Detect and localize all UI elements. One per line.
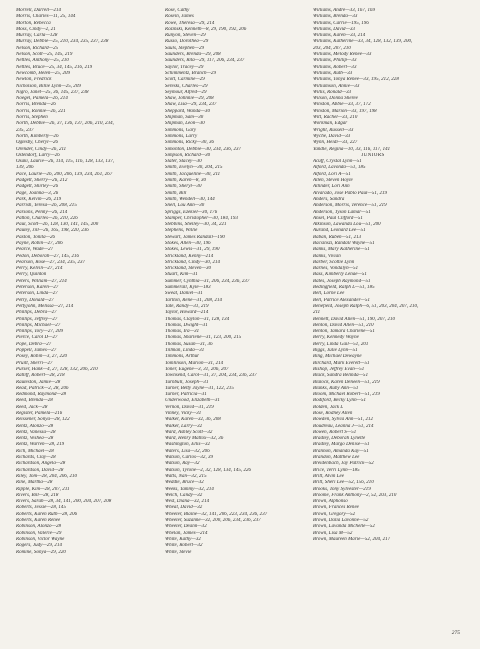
index-entry: Payne, Robin—27, 206 xyxy=(16,240,63,246)
index-entry: White, Kathy—32 xyxy=(165,536,201,542)
index-entry: Brown, Gregory—52 xyxy=(313,511,356,517)
index-entry: Saunders, Rita—29, 117, 206, 234, 237 xyxy=(165,58,245,64)
index-entry: Smith, Wendell—30, 144 xyxy=(165,196,215,202)
index-entry: Tomlinson, Marion—31, 214 xyxy=(165,360,224,366)
index-entry: Shaw, Lisa—29, 234, 237 xyxy=(165,102,217,108)
index-entry: Register, Pamela—216 xyxy=(16,411,63,416)
index-entry: 203, 204, 207, 210 xyxy=(313,45,351,51)
index-column-3 xyxy=(313,8,433,543)
index-entry: Osaki, Laurie—26, 114, 115, 116, 128, 133, 137, xyxy=(16,159,115,165)
index-entry: Strickland, Cindy—30, 214 xyxy=(165,259,221,265)
index-entry: Atkinson, Lawanda Lou—51, 200 xyxy=(313,222,381,228)
index-entry: Moss, Cindy—2, 21 xyxy=(16,26,56,32)
index-entry: Pearce, Wade—27 xyxy=(16,247,54,253)
index-entry: Bowden, Sylvia Ann—51, 212 xyxy=(313,417,374,423)
index-entry: Rentz, Warren—28, 219 xyxy=(16,442,65,448)
index-entry: Perry, Kelvin—27, 214 xyxy=(16,266,63,272)
index-entry: North, Kimberly—26 xyxy=(16,133,59,139)
index-entry: Scott, Carmine—29 xyxy=(165,77,205,83)
index-entry: Morton, Rebecca xyxy=(16,20,51,26)
index-entry: Pace, Laurie—26, 200, 206, 139, 234, 261, 267 xyxy=(16,171,113,177)
index-entry: Vernon, David—31, 219 xyxy=(165,404,214,410)
index-entry: Rowe, Theresa—29, 214 xyxy=(165,20,215,26)
index-entry: Pauley, Jill—26, 165, 198, 220, 236 xyxy=(16,228,89,234)
index-entry: Bradley, Margo Denise—51 xyxy=(313,442,370,448)
index-entry: Rine, Martha—28 xyxy=(16,480,53,486)
index-entry: Wynn, Heidi—33, 227 xyxy=(313,140,358,146)
index-entry: Pope, Debra—27 xyxy=(16,341,52,347)
index-entry: Slater, Stacey—30 xyxy=(165,159,202,165)
index-entry: Morris, Charles—11, 25, 144 xyxy=(16,14,76,20)
index-entry: Newcomb, Helen—25, 209 xyxy=(16,70,71,76)
index-entry: Strickland, Kenny—214 xyxy=(165,253,214,259)
index-entry: Baban, Ruben—51, 213 xyxy=(313,234,362,240)
index-entry: Stamper, Christopher—30, 184, 193 xyxy=(165,215,238,221)
index-entry: Peters, William—27, 214 xyxy=(16,278,67,284)
index-entry: Park, Kelvin—26, 219 xyxy=(16,196,62,202)
index-entry: Rozinski, Kenneth—8, 29, 190, 192, 206 xyxy=(165,26,247,32)
index-entry: Weddle, Bruce—32 xyxy=(165,480,204,486)
index-entry: Smith, Jacqueline—30, 211 xyxy=(165,171,221,177)
index-entry: Nettles, Anthony—25, 210 xyxy=(16,58,69,64)
index-entry: Stewart, James Randall—190 xyxy=(165,234,225,240)
index-entry: Reed, Jack—28 xyxy=(16,404,48,410)
index-entry: Pearson, Rose—27, 234, 235, 237 xyxy=(16,259,86,265)
index-entry: Benton, David Allen—51, 210 xyxy=(313,322,374,328)
index-entry: Simmons, Ricky—30, 36 xyxy=(165,140,215,146)
index-entry: Phillips, Michael—27 xyxy=(16,322,61,328)
index-entry: Strickland, Steven—30 xyxy=(165,266,212,272)
index-entry: Anders, Sandra xyxy=(313,196,345,202)
index-entry: Purser, Hank—4, 27, 128, 132, 206, 210 xyxy=(16,366,98,372)
index-entry: Welch, Candy—32 xyxy=(165,492,203,498)
index-entry: Watson, Ray—32 xyxy=(165,461,200,467)
index-entry: Watson, Carlos—32, 39 xyxy=(165,455,214,461)
index-entry: Winston, Abbie—33, 37, 172 xyxy=(313,102,371,108)
index-entry: Nelson, Richard—25 xyxy=(16,45,59,51)
section-heading: JUNIORS xyxy=(361,152,385,158)
index-entry: Bishop, Jeffrey Evan—51 xyxy=(313,366,365,372)
index-entry: Williams, Carrie—195, 196 xyxy=(313,20,369,26)
index-entry: Thomas, Sharlene—31, 123, 200, 215 xyxy=(165,335,242,341)
index-entry: Wheat, David—32 xyxy=(165,505,203,511)
index-entry: Bloom, Michael Robert—51, 219 xyxy=(313,392,380,398)
index-entry: Romine, Sonya—29, 220 xyxy=(16,549,66,555)
index-entry: Wheeler, Blaine—32, 141, 206, 223, 234, 236, 237 xyxy=(165,511,268,517)
index-entry: Stokes, Lewis—31, 29, 190 xyxy=(165,247,220,253)
index-entry: Brown, Frances Renee xyxy=(313,505,359,511)
index-entry: Redmond, Raymond—28 xyxy=(16,392,67,398)
index-entry: Brannon, Amanda Kay—51 xyxy=(313,448,369,454)
index-entry: Oglesby, Cheryl—26 xyxy=(16,140,59,146)
index-entry: Allinder, Lori Ann xyxy=(313,184,350,190)
index-entry: Simmons, Larry xyxy=(165,133,198,139)
index-entry: Brown, Dalia Lavonne—52 xyxy=(313,518,369,524)
index-entry: Bell, Patrice Alexander—51 xyxy=(313,297,371,303)
index-entry: Newton, Fredrick xyxy=(16,77,52,83)
index-entry: Ward, Henry Mattox—32, 36 xyxy=(165,436,224,442)
index-entry: Underwood, Elizabeth—31 xyxy=(165,398,220,404)
index-entry: Rauleston, Jamie—28 xyxy=(16,379,61,385)
index-entry: Waters, Lisa—32, 206 xyxy=(165,448,210,454)
index-entry: Simmons, Gary xyxy=(165,127,197,133)
index-entry: Stebbins, Shelley—30, 34, 221 xyxy=(165,222,227,228)
index-entry: Riley, Tom—28, 204, 206, 210 xyxy=(16,473,78,479)
index-entry: Seymour, Alfred—29 xyxy=(165,89,207,95)
index-entry: Vinney, Vicky—31 xyxy=(165,411,202,416)
index-entry: Wright, Russell—33 xyxy=(313,127,354,133)
index-entry: Bass, Kimberly Lenae—51 xyxy=(313,272,367,278)
index-entry: Aurand, Leonard Lee—51 xyxy=(313,228,366,234)
index-entry: Morrell, Darrell—214 xyxy=(16,8,62,13)
index-entry: Anderson, Tyson Lamar—51 xyxy=(313,209,371,215)
index-entry: Stephens, Willie xyxy=(165,228,198,234)
index-entry: Padgett, Sherry—26, 212 xyxy=(16,178,68,184)
index-entry: Williams, Brenda—33 xyxy=(313,14,358,20)
index-entry: Tillman, Linda—31 xyxy=(165,348,205,354)
index-entry: Timmons, Arthur xyxy=(165,354,200,360)
index-entry: Thomas, Ira—31 xyxy=(165,329,200,335)
index-entry: Britt, Sheri Lee—52, 156, 210 xyxy=(313,480,374,486)
index-entry: Summer, Cynthia—31, 206, 234, 236, 237 xyxy=(165,278,250,284)
index-entry: Pruitt, Sherri—27 xyxy=(16,360,53,366)
index-entry: Shipman, Sam—30 xyxy=(165,115,204,121)
index-entry: Rich, Michael—28 xyxy=(16,448,54,454)
index-entry: Roberts, Karen Ruth—28, 206 xyxy=(16,511,78,517)
index-entry: Brown, Alphonso xyxy=(313,499,348,505)
index-entry: Roberts, Karen Renee xyxy=(16,518,61,524)
index-entry: Willis, Ronald—33 xyxy=(313,89,352,95)
index-entry: Sweat, Daniel—31 xyxy=(165,291,203,297)
index-entry: Pettyjohn, Melissa—27, 214 xyxy=(16,303,74,309)
index-entry: Yandle, Regina—10, 33, 116, 117, 141 xyxy=(313,146,391,152)
index-entry: Thomas, Dwight—31 xyxy=(165,322,208,328)
index-entry: Thomas, Susan—31, 36 xyxy=(165,341,213,347)
index-entry: Petry, Donald—27 xyxy=(16,297,54,303)
index-entry: Thomas, Clayton—31, 128, 134 xyxy=(165,316,230,322)
index-entry: Ostendorf, Larry—26 xyxy=(16,152,60,158)
index-entry: Bodiford, Becky Lynn—51 xyxy=(313,398,367,404)
index-entry: Berry, Linda Gail—51, 201 xyxy=(313,341,369,347)
index-entry: Rentz, Vanessa—28 xyxy=(16,429,56,435)
index-entry: Watson, Tyrone—2, 32, 128, 134, 145, 226 xyxy=(165,467,252,473)
index-entry: Rivers, Sarah—28, 34, 141, 200, 204, 207, 208 xyxy=(16,499,112,505)
index-entry: Whelan, James—214 xyxy=(165,530,208,536)
index-entry: Brown, Lavanda Michelle—52 xyxy=(313,524,375,530)
index-entry: Sereski, Charles—29 xyxy=(165,83,208,89)
index-entry: Summerall, Kyle—183 xyxy=(165,285,211,291)
index-entry: Rosein, James xyxy=(165,14,194,20)
index-entry: Pierce, Carol D—27 xyxy=(16,335,58,341)
index-entry: Smith, Bill xyxy=(165,190,187,196)
index-entry: White, Robert—32 xyxy=(165,543,203,549)
index-entry: Patton, Charles—26, 210, 226 xyxy=(16,215,78,221)
index-entry: Perry, Quinton xyxy=(16,272,47,278)
index-entry: Posey, Robin—3, 27, 220 xyxy=(16,354,68,360)
index-entry: Williams, Karen—33, 214 xyxy=(313,33,366,39)
index-entry: Turnbull, Joseph—31 xyxy=(165,379,209,385)
index-entry: Wilson, Donna Sheree xyxy=(313,96,358,102)
index-entry: Broome, Frank Anthony—2, 52, 203, 210 xyxy=(313,492,397,498)
index-entry: Walker, Karen—32, 36, 208 xyxy=(165,417,221,423)
index-entry: Blanks, Ruby Ann—51 xyxy=(313,385,359,391)
index-entry: Phillips, Tory—27, 209 xyxy=(16,329,64,335)
index-entry: Watts, Nan—32, 215 xyxy=(165,473,207,479)
index-entry: Townsend, Carol—31, 37, 204, 234, 236, 237 xyxy=(165,373,257,379)
index-entry: Berry, Kennedy Wayne xyxy=(313,335,359,341)
index-entry: Nigro, Janet—25, 36, 145, 237, 238 xyxy=(16,89,89,95)
index-entry: Saylor, Tracey—29 xyxy=(165,64,204,70)
index-entry: Murray, Carla—128 xyxy=(16,33,58,39)
index-entry: Richards, Clay—28 xyxy=(16,455,56,461)
index-entry: Williamson, Annie—33 xyxy=(313,83,360,89)
index-entry: Rogers, Judy—29, 214 xyxy=(16,543,62,549)
index-entry: Sheppard, Wanda—30 xyxy=(165,108,210,114)
index-entry: Birchard, Mark Everett—51 xyxy=(313,360,370,366)
index-entry: Bing, Michael Dewayne xyxy=(313,354,362,360)
index-entry: Wheeler, Suzanne—32, 200, 206, 234, 236, 237 xyxy=(165,518,261,524)
index-entry: Washington, Ellis—32 xyxy=(165,442,210,448)
index-entry: Alford, Lori A—51 xyxy=(313,171,351,177)
index-entry: Orender, Cindy—26, 211 xyxy=(16,146,67,152)
index-entry: Allen, Steven Hoyle xyxy=(313,178,353,184)
index-entry: Paxton, Tonita—26 xyxy=(16,234,56,240)
index-entry: Robinson, Alonzo—28 xyxy=(16,524,62,530)
index-entry: Barber, Scottie Lynn xyxy=(313,259,355,265)
index-entry: 235, 237 xyxy=(16,127,34,133)
index-entry: Smith, Sheryl—30 xyxy=(165,184,202,190)
index-entry: Peterson, Karen—27 xyxy=(16,285,59,291)
index-entry: Phillips, Debra—27 xyxy=(16,310,57,316)
index-entry: 211 xyxy=(313,310,321,316)
index-entry: Roberts, Jessie—28, 145 xyxy=(16,505,66,511)
index-entry: Biggs, Julie Lynn—51 xyxy=(313,348,358,354)
index-entry: Parsons, Penny—26, 214 xyxy=(16,209,68,215)
index-entry: Schimmentz, Branch—29 xyxy=(165,70,216,76)
index-entry: Page, Joanna—3, 26 xyxy=(16,190,59,196)
index-entry: Williams, Phillip—33 xyxy=(313,58,357,64)
index-entry: Workman, Edgar xyxy=(313,121,348,127)
index-entry: Breidenbach, Jay Patrick—52 xyxy=(313,461,374,467)
index-entry: Bennett, David Allen—51, 190, 207, 210 xyxy=(313,316,396,322)
index-entry: Phillips, Jeffrey—27 xyxy=(16,316,58,322)
index-entry: Bell, Lorne Lee xyxy=(313,291,345,297)
index-entry: Poppell, James—27 xyxy=(16,348,57,354)
index-entry: Britt, Alvin Lee xyxy=(313,473,345,479)
index-entry: Ratliff, Robert—28, 218 xyxy=(16,373,65,379)
index-entry: Paul, Scott—26, 128, 130, 141, 145, 200 xyxy=(16,222,99,228)
index-entry: Turner, Patricia—31 xyxy=(165,392,207,398)
index-entry: Robinson, Victor Wayne xyxy=(16,536,65,542)
index-entry: Wheeler, Deann—32 xyxy=(165,524,207,530)
index-entry: Bacsinszi, Randall Wayne—51 xyxy=(313,240,375,246)
index-entry: Reissener, Sonya—28, 122 xyxy=(16,417,70,423)
index-entry: Richardson, David—28 xyxy=(16,467,64,473)
index-entry: Robinson, Valerie—29 xyxy=(16,530,62,536)
index-entry: Russo, Dorothea—29 xyxy=(165,39,209,45)
index-entry: Bose, Rodney Allen xyxy=(313,411,353,416)
index-entry: Blalock, Karen Deneen—51, 219 xyxy=(313,379,380,385)
index-entry: Winston, Marion—33, 197, 198 xyxy=(313,108,377,114)
index-column-1 xyxy=(16,8,136,556)
index-entry: Brown, Maureen Marie—52, 204, 217 xyxy=(313,536,391,542)
index-entry: Bowen, Robert S—51 xyxy=(313,429,357,435)
index-entry: Black, Sandra Belinda—51 xyxy=(313,373,369,379)
index-entry: Walker, Larry—32 xyxy=(165,423,203,429)
index-entry: Rentz, Alonzo—28 xyxy=(16,423,54,429)
index-column-2 xyxy=(165,8,285,556)
index-entry: Toner, Eugene—3, 31, 206, 207 xyxy=(165,366,229,372)
index-entry: Bradley, Deborah Lynette xyxy=(313,436,366,442)
index-entry: Norris, Stephen xyxy=(16,115,48,121)
index-entry: Bedingfield, Ralph L—51, 185 xyxy=(313,285,375,291)
index-entry: Williams, David—33 xyxy=(313,26,356,32)
index-entry: Norris, Brenda—26 xyxy=(16,102,56,108)
index-entry: Brice, Terri Lynn—185 xyxy=(313,467,360,473)
index-entry: Barnes, Vondalyn—51 xyxy=(313,266,359,272)
index-entry: Spriggs, Ezekiel—30, 176 xyxy=(165,209,218,215)
index-entry: Banks, Vivian xyxy=(313,253,341,259)
index-entry: Nicholson, Billie Lynn—25, 209 xyxy=(16,83,81,89)
index-entry: Acuff, Crystal Lynn—51 xyxy=(313,159,362,165)
index-entry: Witt, Rachel—33, 210 xyxy=(313,115,358,121)
index-entry: West, Diana—32, 214 xyxy=(165,499,210,505)
index-entry: Bolden, Jack L xyxy=(313,404,344,410)
index-entry: Boudreau, Leanna J—51, 214 xyxy=(313,423,374,429)
index-entry: Smith, Karen—8, 30 xyxy=(165,178,207,184)
index-entry: Bates, Joseph Raymond—51 xyxy=(313,278,371,284)
index-entry: Tarlton, Rene—31, 208, 214 xyxy=(165,297,223,303)
index-entry: Benton, Tamara Charlene—51 xyxy=(313,329,375,335)
index-entry: Norris, Ronnie—26, 221 xyxy=(16,108,66,114)
index-entry: Nettles, Bruce—25, 34, 145, 216, 219 xyxy=(16,64,93,70)
index-entry: Reed, Brenda—28 xyxy=(16,398,53,404)
index-entry: Smith, Evelyn—30, 204, 215 xyxy=(165,165,223,171)
index-entry: Benefield, Joseph Ralph—6, 51, 203, 204, 207, 210, xyxy=(313,303,419,309)
index-entry: North, Debbie—26, 37, 136, 137, 206, 210, 234, xyxy=(16,121,114,127)
index-entry: Pedon, Deborah—27, 145, 216 xyxy=(16,253,80,259)
index-entry: Rivers, Bill—28, 218 xyxy=(16,492,59,498)
index-entry: Williams, Tonya Renee—33, 195, 212, 228 xyxy=(313,77,399,83)
index-entry: Alvarado, Jose Pablo Paul—51, 219 xyxy=(313,190,388,196)
index-entry: Runyon, Steven—29 xyxy=(165,33,206,39)
index-entry: Shipman, Leon—30 xyxy=(165,121,205,127)
index-entry: Parrish, Teresa—26, 208, 215 xyxy=(16,203,77,209)
index-entry: Stokes, Allen—30, 196 xyxy=(165,240,211,246)
index-entry: Murray, Debbie—25, 210, 234, 235, 237, 238 xyxy=(16,39,109,45)
index-entry: Stuart, Kim—31 xyxy=(165,272,198,278)
index-entry: Anderson, Morris, Terence—51, 219 xyxy=(313,203,387,209)
index-entry: Taylor, Howard—214 xyxy=(165,310,209,316)
index-entry: Williams, Andre—33, 167, 169 xyxy=(313,8,376,13)
index-entry: Noegel, Pamela—26, 214 xyxy=(16,96,68,102)
index-entry: Ansel, Paul Clifford—51 xyxy=(313,215,363,221)
index-entry: Brown, Lisa M—52 xyxy=(313,530,353,536)
index-entry: Snell, Lou Ann—30 xyxy=(165,203,205,209)
index-entry: Banks, Mary Katherine—51 xyxy=(313,247,370,253)
index-entry: Sauls, Stephen—29 xyxy=(165,45,204,51)
index-entry: Tate, Randy—31, 219 xyxy=(165,303,209,309)
index-entry: Padgett, Shirley—26 xyxy=(16,184,59,190)
index-entry: Brooks, Tony Sylvester—219 xyxy=(313,486,371,492)
index-entry: Ripple, Kim—28, 207, 211 xyxy=(16,486,70,492)
index-entry: Ward, Ashley Scott—32 xyxy=(165,429,213,435)
index-entry: Williams, Ruth—33 xyxy=(313,70,353,76)
index-entry: White, Stevie xyxy=(165,549,192,555)
index-entry: Brandon, Matthew Lee xyxy=(313,455,360,461)
index-entry: Simonton, Debbie—30, 234, 236, 237 xyxy=(165,146,242,152)
index-entry: Peterson, Linda—27 xyxy=(16,291,58,297)
index-entry: Williams, Robert—33 xyxy=(313,64,357,70)
index-entry: Weeks, Tammy—32, 214 xyxy=(165,486,214,492)
index-entry: Simpson, Richard—30 xyxy=(165,152,211,158)
page-number: 275 xyxy=(451,630,460,636)
index-entry: Rentz, Veshea—28 xyxy=(16,436,54,442)
index-entry: Rose, Cathy xyxy=(165,8,190,13)
index-entry: Williams, Katherine—33, 34, 128, 132, 139, 200, xyxy=(313,39,413,45)
index-entry: Read, Patrick—2, 28, 206 xyxy=(16,385,69,391)
index-entry: Turner, Betty Jayne—31, 122, 215 xyxy=(165,385,234,391)
index-entry: Nelson, Scott—25, 145, 219 xyxy=(16,52,73,58)
index-entry: Wyche, David—33 xyxy=(313,133,351,139)
index-entry: Richardson, Angela—28 xyxy=(16,461,66,467)
index-entry: Alford, Lavonda—51, 185 xyxy=(313,165,366,171)
index-entry: Shaw, Johnnie—29, 208 xyxy=(165,96,214,102)
index-entry: 139, 206 xyxy=(16,165,34,171)
index-entry: Saunders, Brenda—29, 208 xyxy=(165,52,221,58)
index-entry: Williams, Melody Renee—33 xyxy=(313,52,372,58)
